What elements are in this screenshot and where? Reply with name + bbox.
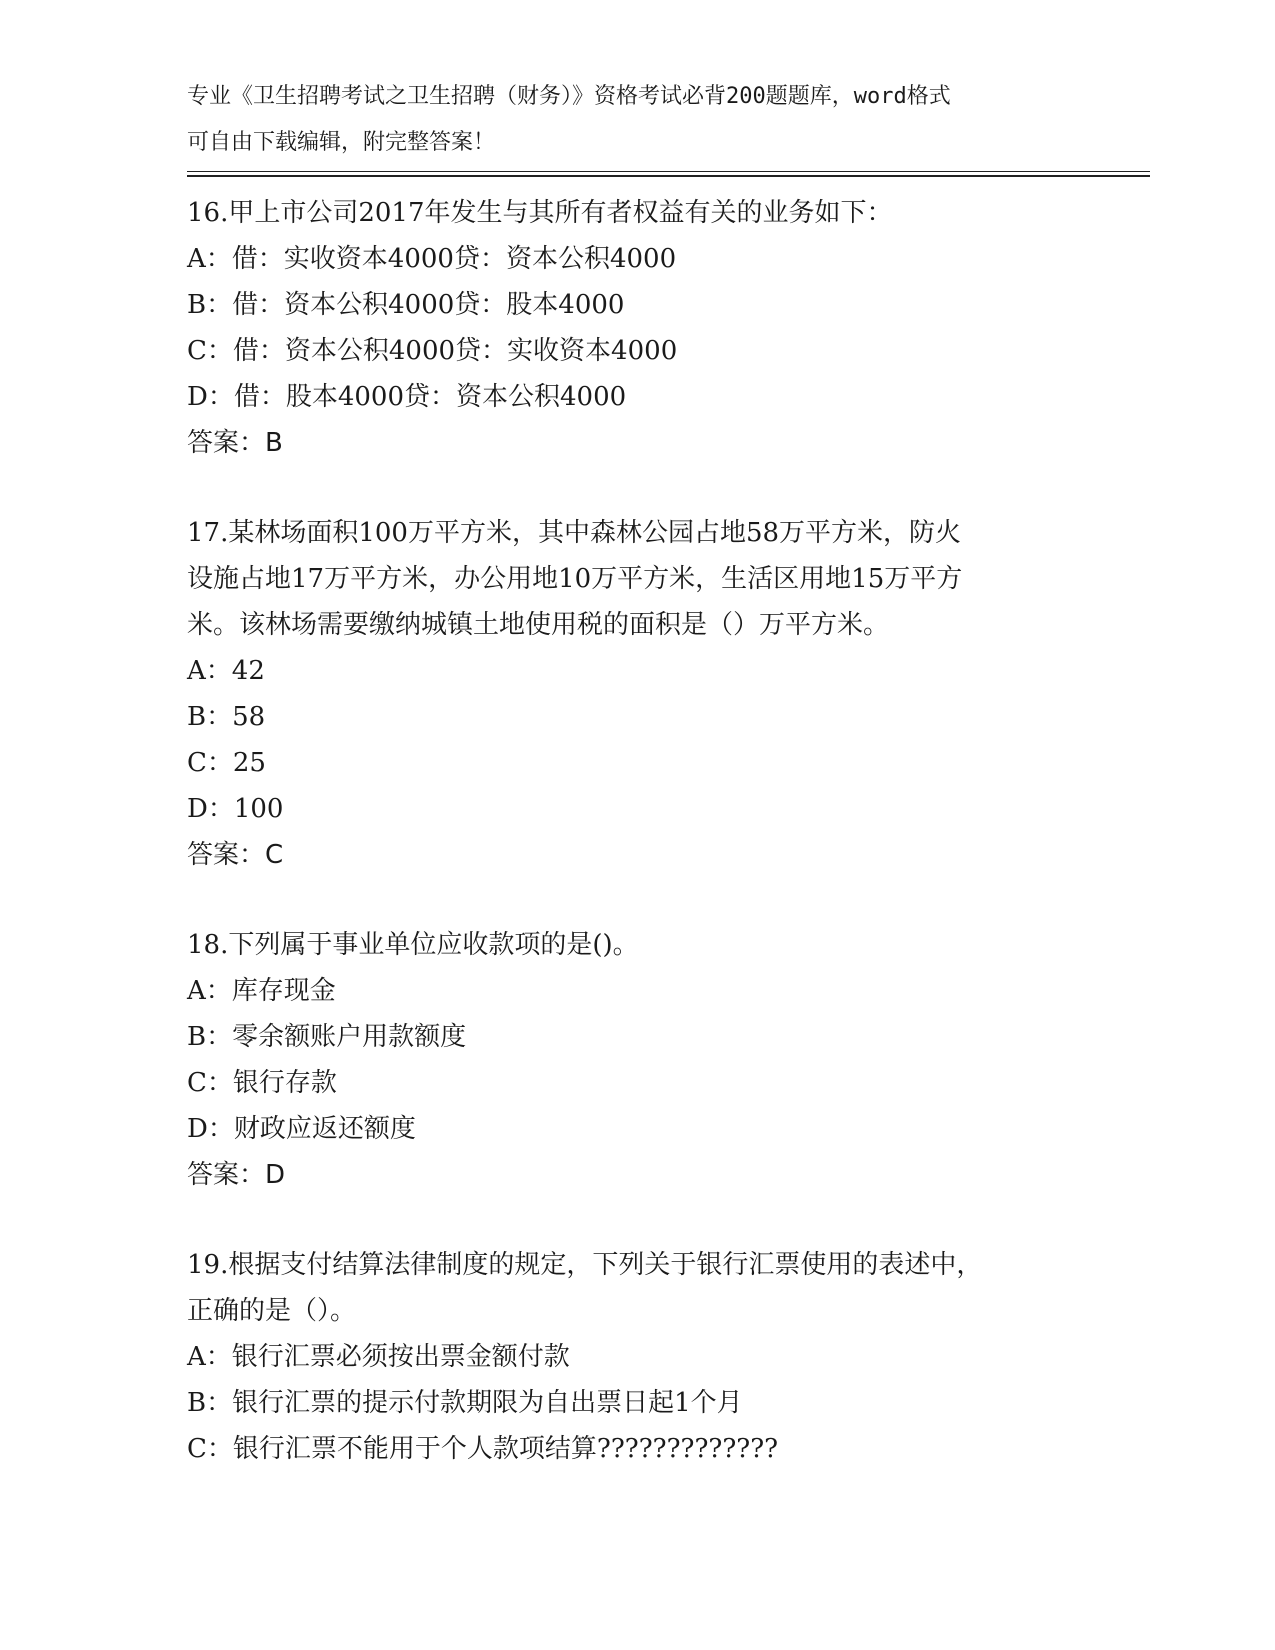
header-divider-thin xyxy=(187,171,1150,172)
document-header xyxy=(187,74,1067,166)
question-stem: 16.甲上市公司2017年发生与其所有者权益有关的业务如下： xyxy=(187,198,893,228)
question-stem: 正确的是（）。 xyxy=(187,1296,357,1326)
option-a: A：借：实收资本4000贷：资本公积4000 xyxy=(187,244,677,274)
option-c: C：25 xyxy=(187,748,266,778)
question-stem: 米。该林场需要缴纳城镇土地使用税的面积是（）万平方米。 xyxy=(187,610,890,640)
question-16 xyxy=(187,190,1087,466)
header-line-2: 可自由下载编辑，附完整答案！ xyxy=(187,130,496,155)
option-c: C：银行汇票不能用于个人款项结算????????????? xyxy=(187,1434,779,1464)
answer: 答案：C xyxy=(187,840,284,870)
question-stem: 18.下列属于事业单位应收款项的是()。 xyxy=(187,930,639,960)
option-c: C：借：资本公积4000贷：实收资本4000 xyxy=(187,336,678,366)
option-b: B：58 xyxy=(187,702,266,732)
option-b: B：零余额账户用款额度 xyxy=(187,1022,467,1052)
option-d: D：100 xyxy=(187,794,284,824)
option-a: A：银行汇票必须按出票金额付款 xyxy=(187,1342,570,1372)
question-18 xyxy=(187,922,1087,1198)
option-b: B：银行汇票的提示付款期限为自出票日起1个月 xyxy=(187,1388,743,1418)
question-17 xyxy=(187,510,1087,878)
answer: 答案：B xyxy=(187,428,283,458)
question-19 xyxy=(187,1242,1087,1472)
header-divider-thick xyxy=(187,175,1150,177)
question-stem: 19.根据支付结算法律制度的规定，下列关于银行汇票使用的表述中， xyxy=(187,1250,983,1280)
option-b: B：借：资本公积4000贷：股本4000 xyxy=(187,290,625,320)
header-line-1: 专业《卫生招聘考试之卫生招聘（财务）》资格考试必背200题题库，word格式 xyxy=(187,84,951,109)
option-a: A：库存现金 xyxy=(187,976,336,1006)
option-d: D：财政应返还额度 xyxy=(187,1114,416,1144)
question-stem: 17.某林场面积100万平方米，其中森林公园占地58万平方米，防火 xyxy=(187,518,962,548)
question-stem: 设施占地17万平方米，办公用地10万平方米，生活区用地15万平方 xyxy=(187,564,963,594)
option-d: D：借：股本4000贷：资本公积4000 xyxy=(187,382,627,412)
answer: 答案：D xyxy=(187,1160,286,1190)
question-list xyxy=(187,190,1087,1516)
option-a: A：42 xyxy=(187,656,265,686)
option-c: C：银行存款 xyxy=(187,1068,337,1098)
